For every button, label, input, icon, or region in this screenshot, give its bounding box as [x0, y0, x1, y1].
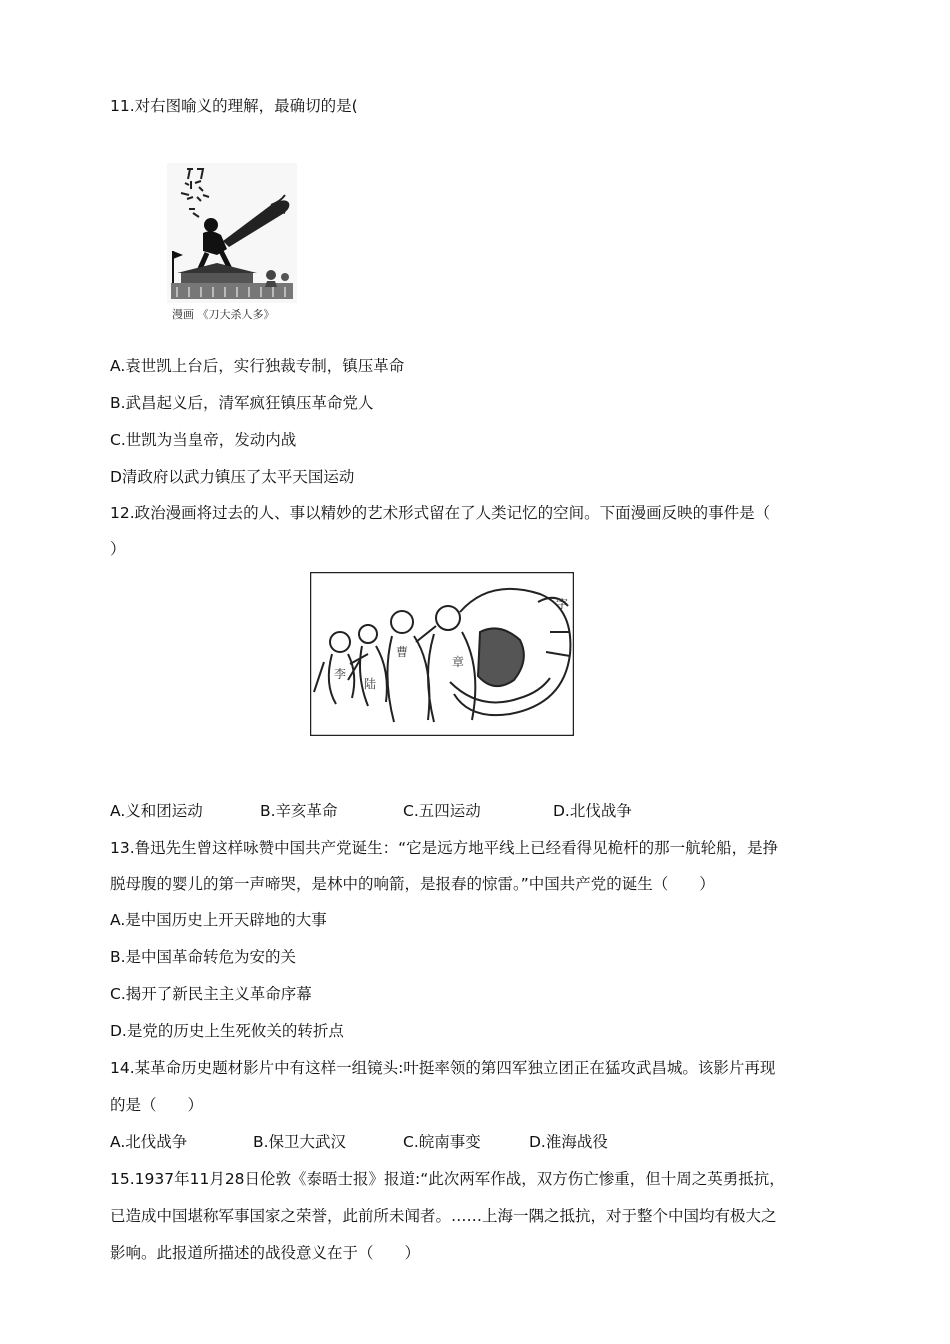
- q14-option-a: A.北伐战争: [110, 1133, 188, 1151]
- q12-figure-label-lu: 陆: [364, 677, 377, 691]
- q11-option-b: B.武昌起义后，清军疯狂镇压革命党人: [110, 394, 374, 412]
- q12-option-a: A.义和团运动: [110, 802, 203, 820]
- q15-stem-line3: 影响。此报道所描述的战役意义在于（ ）: [110, 1244, 421, 1262]
- q11-option-c: C.世凯为当皇帝，发动内战: [110, 431, 297, 449]
- q12-figure-label-zhang: 章: [452, 655, 465, 669]
- q13-option-a: A.是中国历史上开天辟地的大事: [110, 911, 327, 929]
- q14-option-d: D.淮海战役: [529, 1133, 608, 1151]
- q11-stem: 11.对右图喻义的理解，最确切的是(: [110, 97, 358, 115]
- q12-cartoon-figure: [310, 572, 574, 736]
- q12-option-b: B.辛亥革命: [260, 802, 338, 820]
- q12-figure-label-zi: 字: [556, 597, 569, 611]
- q14-option-c: C.皖南事变: [403, 1133, 481, 1151]
- q11-cartoon-figure: [167, 163, 297, 303]
- q14-option-b: B.保卫大武汉: [253, 1133, 347, 1151]
- q13-option-b: B.是中国革命转危为安的关: [110, 948, 297, 966]
- q12-figure-label-li: 李: [334, 667, 347, 681]
- q11-option-d: D清政府以武力镇压了太平天国运动: [110, 468, 355, 486]
- q13-option-c: C.揭开了新民主主义革命序幕: [110, 985, 312, 1003]
- q12-figure-label-cao: 曹: [396, 645, 409, 659]
- q12-option-d: D.北伐战争: [553, 802, 632, 820]
- q12-stem-line2: ）: [110, 540, 126, 558]
- q13-stem-line2: 脱母腹的婴儿的第一声啼哭，是林中的响箭，是报春的惊雷。”中国共产党的诞生（ ）: [110, 875, 715, 893]
- q13-stem-line1: 13.鲁迅先生曾这样咏赞中国共产党诞生：“它是远方地平线上已经看得见桅杆的那一航轮船，是挣: [110, 839, 779, 857]
- q12-stem-line1: 12.政治漫画将过去的人、事以精妙的艺术形式留在了人类记忆的空间。下面漫画反映的事件是（: [110, 504, 771, 522]
- q11-cartoon-drawing: [167, 163, 297, 303]
- q15-stem-line1: 15.1937年11月28日伦敦《泰晤士报》报道:“此次两军作战，双方伤亡惨重，但十周之英勇抵抗，: [110, 1170, 785, 1188]
- q12-cartoon-drawing: [310, 572, 574, 736]
- q14-stem-line1: 14.某革命历史题材影片中有这样一组镜头:叶挺率领的第四军独立团正在猛攻武昌城。该影片再现: [110, 1059, 776, 1077]
- q13-option-d: D.是党的历史上生死攸关的转折点: [110, 1022, 344, 1040]
- q12-options: [110, 801, 632, 821]
- q14-options: [110, 1132, 608, 1152]
- q14-stem-line2: 的是（ ）: [110, 1096, 204, 1114]
- q15-stem-line2: 已造成中国堪称军事国家之荣誉，此前所未闻者。……上海一隅之抵抗，对于整个中国均有极大之: [110, 1207, 777, 1225]
- q11-figure-caption: 漫画 《刀大杀人多》: [172, 308, 275, 321]
- q12-option-c: C.五四运动: [403, 802, 481, 820]
- q11-option-a: A.袁世凯上台后，实行独裁专制，镇压革命: [110, 357, 405, 375]
